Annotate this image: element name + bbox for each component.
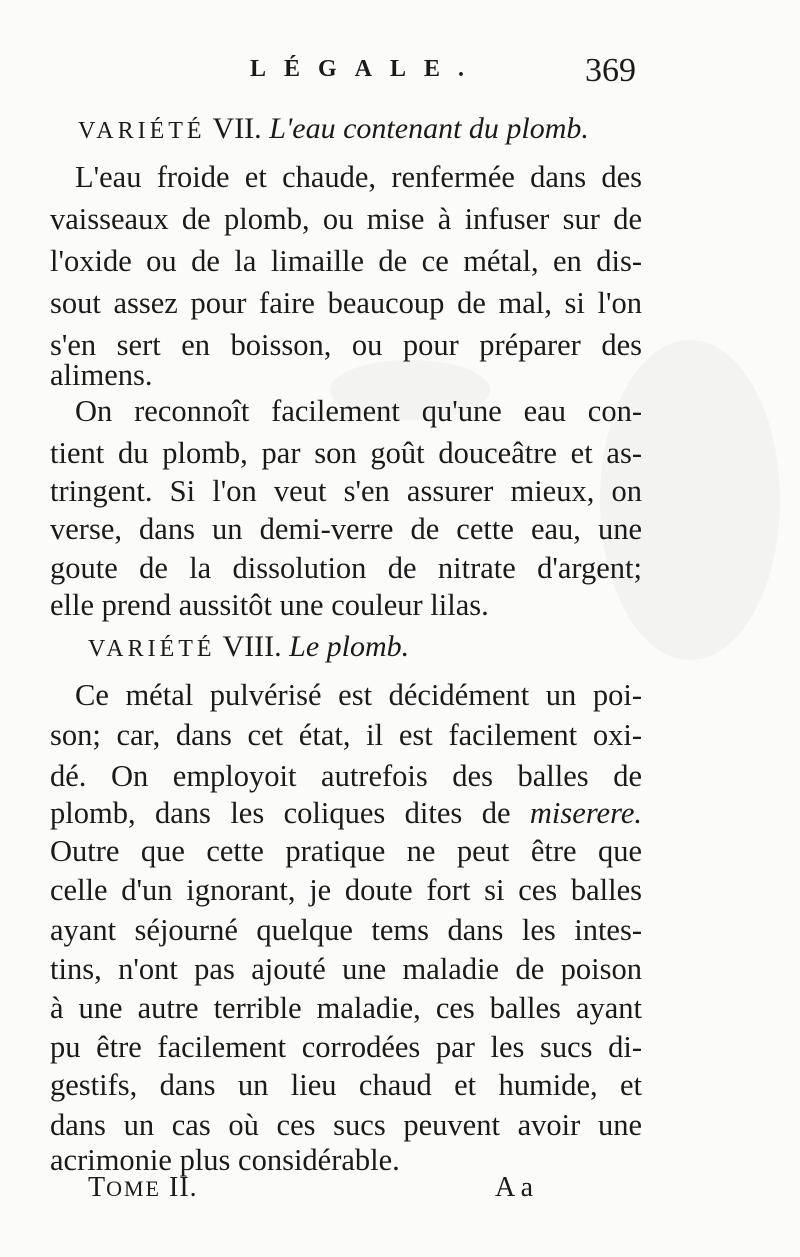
text-line: dans un cas où ces sucs peuvent avoir une <box>50 1108 642 1142</box>
text-line: s'en sert en boisson, ou pour préparer des <box>50 328 642 362</box>
text-line: à une autre terrible maladie, ces balles ayant <box>50 991 642 1025</box>
text-line: ayant séjourné quelque tems dans les intes- <box>50 913 642 947</box>
text-line: l'oxide ou de la limaille de ce métal, en dis- <box>50 244 642 278</box>
text-line: verse, dans un demi-verre de cette eau, une <box>50 512 642 546</box>
section-heading-vii <box>78 108 589 152</box>
text-line: son; car, dans cet état, il est facilement oxi- <box>50 718 642 752</box>
text-line: acrimonie plus considérable. <box>50 1143 400 1177</box>
text-line: On reconnoît facilement qu'une eau con- <box>75 394 642 428</box>
variety-number: VIII. <box>222 630 282 663</box>
text-line: celle d'un ignorant, je doute fort si ces balles <box>50 873 642 907</box>
volume-signature <box>88 1172 198 1204</box>
text-line: gestifs, dans un lieu chaud et humide, et <box>50 1068 642 1102</box>
text-line <box>50 792 642 834</box>
signature-number: II. <box>169 1172 198 1203</box>
text-line: Outre que cette pratique ne peut être que <box>50 834 642 868</box>
section-title: Le plomb. <box>289 630 410 663</box>
text-line: alimens. <box>50 358 153 392</box>
signature-initial: T <box>88 1172 107 1203</box>
text-line: elle prend aussitôt une couleur lilas. <box>50 588 489 622</box>
text-line: tringent. Si l'on veut s'en assurer mieux, on <box>50 474 642 508</box>
italic-term: miserere. <box>529 796 642 830</box>
text-line: vaisseaux de plomb, ou mise à infuser sur de <box>50 202 642 236</box>
signature-rest: OME <box>106 1176 161 1201</box>
text-line: L'eau froide et chaude, renfermée dans des <box>75 160 642 194</box>
text-line: tins, n'ont pas ajouté une maladie de poison <box>50 952 642 986</box>
running-head: LÉGALE. <box>250 56 483 82</box>
text-line: pu être facilement corrodées par les sucs di- <box>50 1030 642 1064</box>
text-segment: plomb, dans les coliques dites de <box>50 796 511 830</box>
text-line: sout assez pour faire beaucoup de mal, si l'on <box>50 286 642 320</box>
page-number: 369 <box>585 52 636 89</box>
text-line: tient du plomb, par son goût douceâtre et as- <box>50 436 642 470</box>
variety-number: VII. <box>212 112 262 145</box>
text-line: dé. On employoit autrefois des balles de <box>50 759 642 793</box>
variety-label: VARIÉTÉ <box>78 118 206 144</box>
variety-label: VARIÉTÉ <box>88 636 216 662</box>
text-line: Ce métal pulvérisé est décidément un poi- <box>75 678 642 712</box>
gathering-mark: A a <box>495 1172 534 1203</box>
text-line: goute de la dissolution de nitrate d'argent; <box>50 551 642 585</box>
section-title: L'eau contenant du plomb. <box>269 112 589 145</box>
section-heading-viii <box>88 626 409 670</box>
